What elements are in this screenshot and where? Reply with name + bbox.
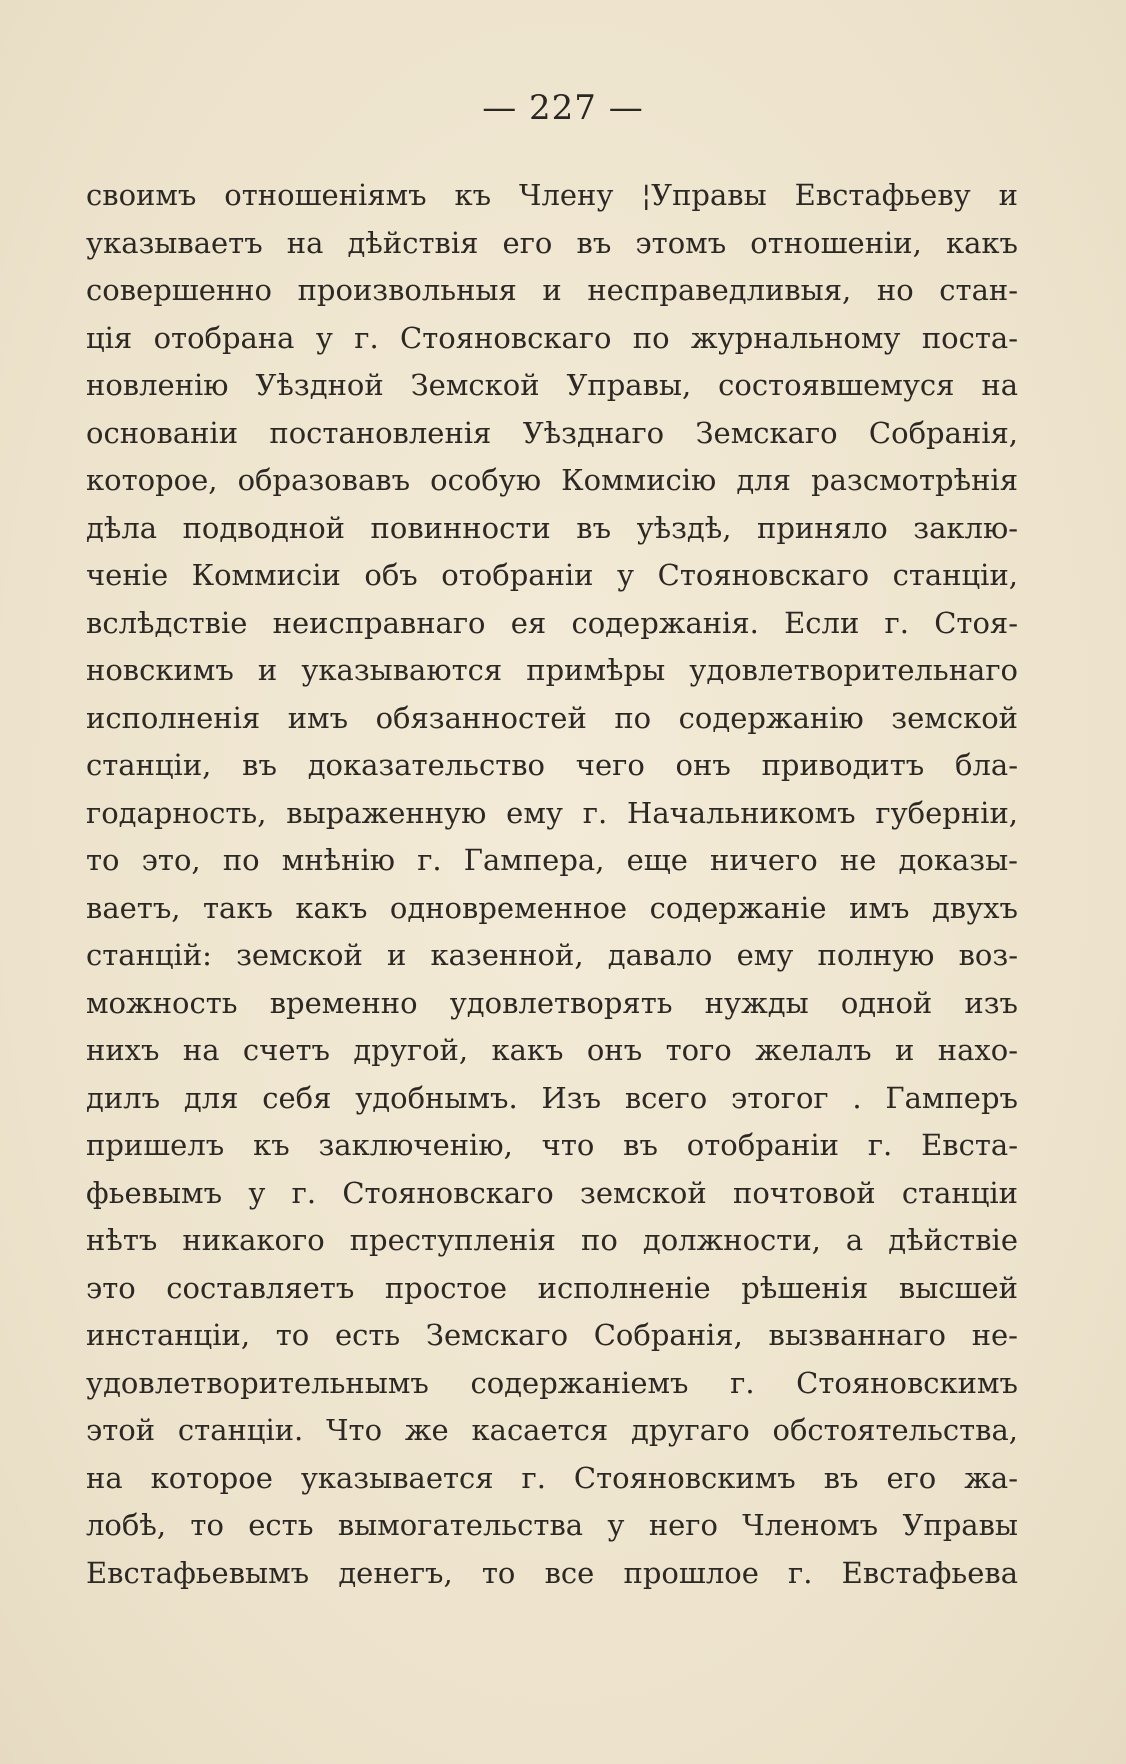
- text-line: своимъ отношеніямъ къ Члену ¦Управы Евстафьеву и: [86, 178, 1018, 212]
- text-line: основаніи постановленія Уѣзднаго Земскаго Собранія,: [86, 415, 1018, 450]
- text-line: можность временно удовлетворять нужды одной изъ: [86, 985, 1018, 1020]
- body-text: [86, 172, 1018, 1597]
- text-line: дѣла подводной повинности въ уѣздѣ, приняло заклю-: [86, 510, 1018, 545]
- text-line: дилъ для себя удобнымъ. Изъ всего этогог . Гамперъ: [86, 1080, 1018, 1115]
- text-line: то это, по мнѣнію г. Гампера, еще ничего не доказы-: [86, 843, 1018, 877]
- text-line: которое, образовавъ особую Коммисію для разсмотрѣнія: [86, 463, 1018, 497]
- text-line: это составляетъ простое исполненіе рѣшенія высшей: [86, 1270, 1018, 1305]
- text-line: исполненія имъ обязанностей по содержанію земской: [86, 700, 1018, 735]
- text-line: инстанціи, то есть Земскаго Собранія, вызваннаго не-: [86, 1318, 1018, 1352]
- text-line: указываетъ на дѣйствія его въ этомъ отношеніи, какъ: [86, 225, 1018, 260]
- text-line: ваетъ, такъ какъ одновременное содержаніе имъ двухъ: [86, 890, 1018, 925]
- text-line: лобѣ, то есть вымогательства у него Членомъ Управы: [86, 1508, 1018, 1542]
- text-line: ція отобрана у г. Стояновскаго по журнальному поста-: [86, 320, 1018, 355]
- page-number: — 227 —: [482, 88, 644, 128]
- text-line: пришелъ къ заключенію, что въ отобраніи г. Евста-: [86, 1128, 1018, 1162]
- text-line: станціи, въ доказательство чего онъ приводитъ бла-: [86, 748, 1018, 782]
- text-line: новленію Уѣздной Земской Управы, состоявшемуся на: [86, 368, 1018, 402]
- text-line: удовлетворительнымъ содержаніемъ г. Стояновскимъ: [86, 1365, 1018, 1400]
- text-line: нихъ на счетъ другой, какъ онъ того желалъ и нахо-: [86, 1033, 1018, 1067]
- text-line: годарность, выраженную ему г. Начальникомъ губерніи,: [86, 795, 1018, 830]
- text-line: на которое указывается г. Стояновскимъ въ его жа-: [86, 1460, 1018, 1495]
- text-line: станцій: земской и казенной, давало ему полную воз-: [86, 938, 1018, 972]
- text-line: новскимъ и указываются примѣры удовлетворительнаго: [86, 653, 1018, 687]
- text-line: ченіе Коммисіи объ отобраніи у Стояновскаго станціи,: [86, 558, 1018, 592]
- text-line: фьевымъ у г. Стояновскаго земской почтовой станціи: [86, 1175, 1018, 1210]
- text-line: совершенно произвольныя и несправедливыя, но стан-: [86, 273, 1018, 307]
- text-line: вслѣдствіе неисправнаго ея содержанія. Если г. Стоя-: [86, 605, 1018, 640]
- text-line: Евстафьевымъ денегъ, то все прошлое г. Евстафьева: [86, 1555, 1018, 1590]
- text-line: этой станціи. Что же касается другаго обстоятельства,: [86, 1413, 1018, 1447]
- text-line: нѣтъ никакого преступленія по должности, а дѣйствіе: [86, 1223, 1018, 1257]
